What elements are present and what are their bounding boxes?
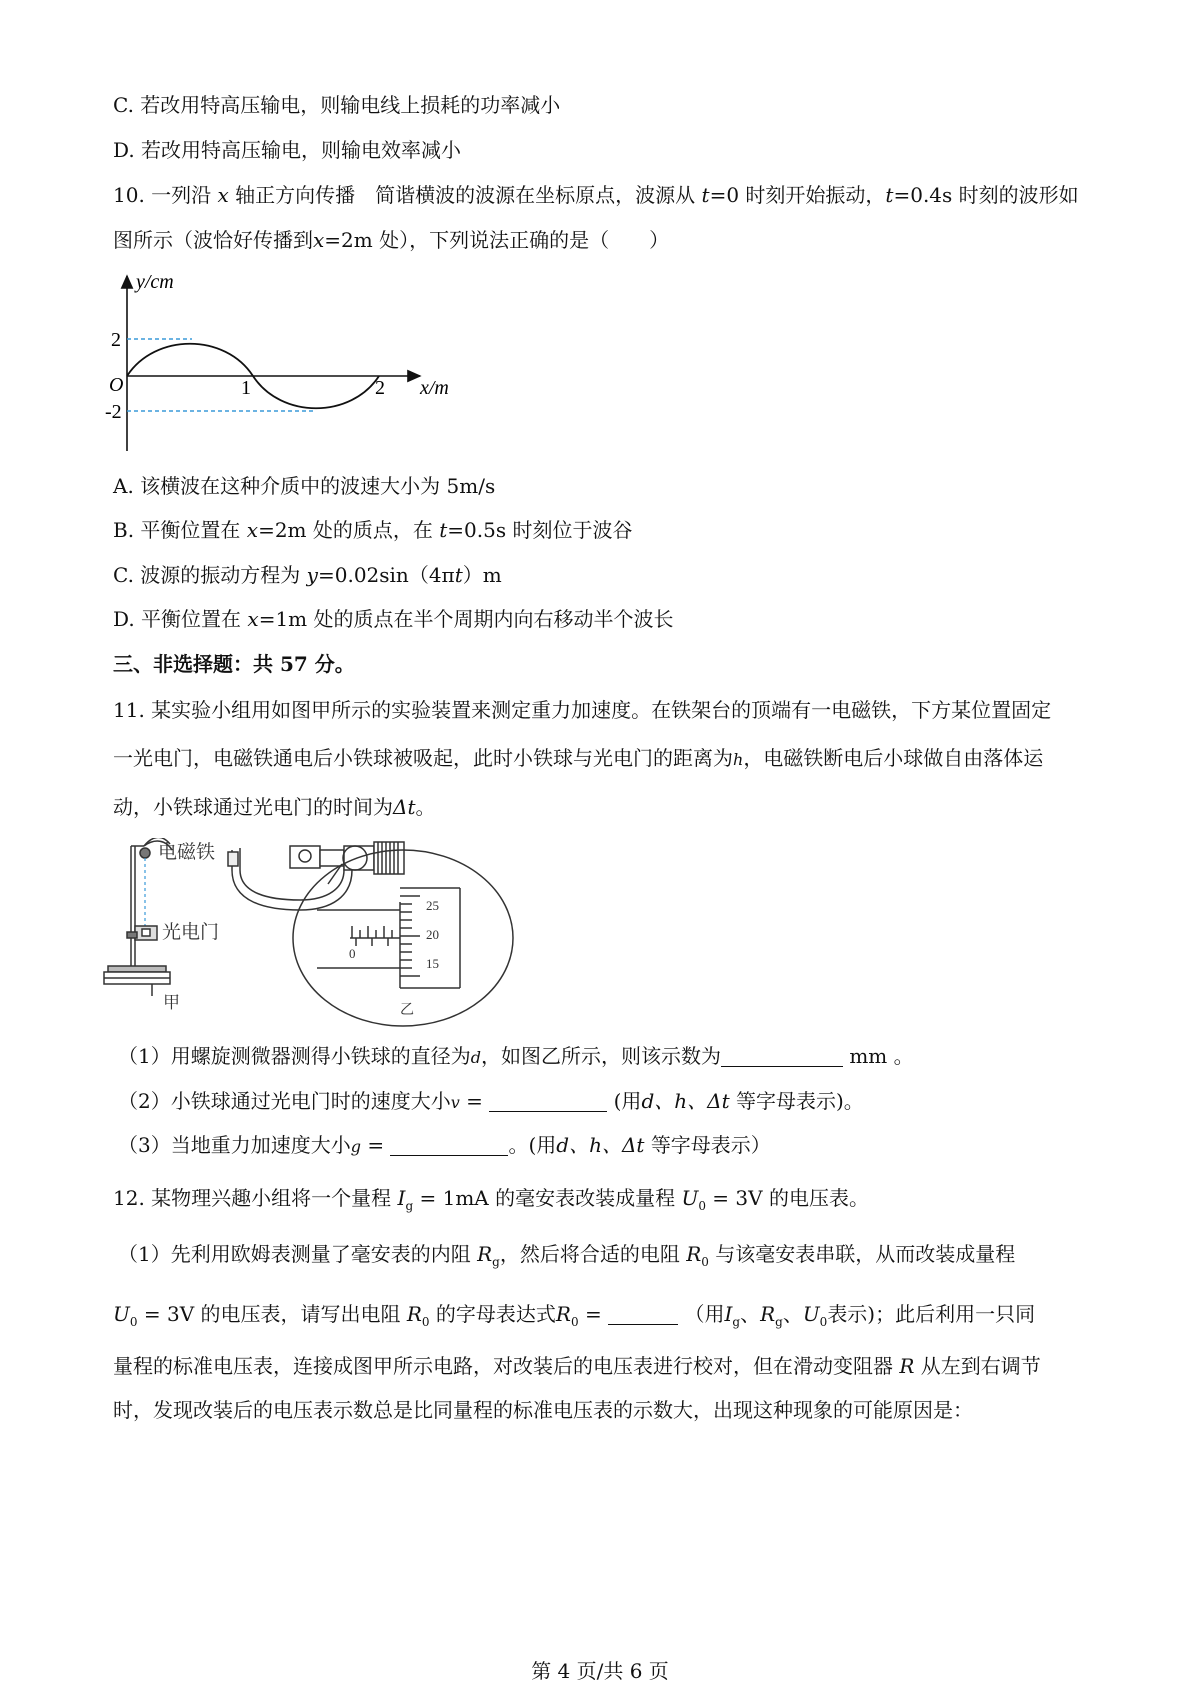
answer-blank-1[interactable] bbox=[721, 1044, 843, 1067]
x-tick-2: 2 bbox=[375, 377, 385, 399]
magnet-label: 电磁铁 bbox=[158, 842, 216, 863]
q12-part1-line1: （1）先利用欧姆表测量了毫安表的内阻 $R_g$，然后将合适的电阻 $R_0$ 与该毫安表串联，从而改装成量程 bbox=[118, 1242, 1016, 1269]
x-tick-1: 1 bbox=[241, 377, 251, 399]
y-tick-minus2: -2 bbox=[105, 401, 122, 423]
micrometer bbox=[228, 842, 513, 1026]
origin-label: O bbox=[109, 374, 124, 396]
section-title: 三、非选择题：共 57 分。 bbox=[113, 652, 355, 676]
q9-option-d: D. 若改用特高压输电，则输电效率减小 bbox=[113, 138, 462, 162]
q10-stem-line1: 10. 一列沿 x 轴正方向传播 简谐横波的波源在坐标原点，波源从 t=0 时刻开始振动，t=0.4s 时刻的波形如 bbox=[113, 183, 1079, 207]
thimble-tick-20: 20 bbox=[426, 927, 439, 942]
q10-option-c: C. 波源的振动方程为 y=0.02sin（4πt）m bbox=[113, 563, 502, 587]
q11-stem-line3: 动，小铁球通过光电门的时间为Δt。 bbox=[113, 795, 436, 819]
q11-part3: （3）当地重力加速度大小g = 。(用d、h、Δt 等字母表示） bbox=[118, 1133, 771, 1157]
q10-option-b: B. 平衡位置在 x=2m 处的质点，在 t=0.5s 时刻位于波谷 bbox=[113, 518, 633, 542]
answer-blank-4[interactable] bbox=[608, 1302, 678, 1325]
q10-option-d: D. 平衡位置在 x=1m 处的质点在半个周期内向右移动半个波长 bbox=[113, 607, 674, 631]
q12-part1-line2: $U_0 = 3V$ 的电压表，请写出电阻 $R_0$ 的字母表达式$R_0$ = （用$I_g$、$R_g$、$U_0$表示)；此后利用一只同 bbox=[113, 1302, 1036, 1329]
q12-stem: 12. 某物理兴趣小组将一个量程 $I_g = 1mA$ 的毫安表改装成量程 $U_0 = 3V$ 的电压表。 bbox=[113, 1186, 869, 1213]
gate-label: 光电门 bbox=[162, 922, 220, 943]
thimble-tick-25: 25 bbox=[426, 898, 439, 913]
caption-jia: 甲 bbox=[163, 993, 180, 1012]
q12-part1-line4: 时，发现改装后的电压表示数总是比同量程的标准电压表的示数大，出现这种现象的可能原因是： bbox=[113, 1398, 973, 1422]
y-axis-label: y/cm bbox=[136, 271, 174, 293]
q10-option-a: A. 该横波在这种介质中的波速大小为 5m/s bbox=[113, 474, 496, 498]
main-scale-zero: 0 bbox=[349, 946, 356, 961]
wave-graph bbox=[100, 266, 480, 466]
q11-part2: （2）小铁球通过光电门时的速度大小v = (用d、h、Δt 等字母表示)。 bbox=[118, 1089, 864, 1113]
answer-blank-2[interactable] bbox=[489, 1089, 607, 1112]
caption-yi: 乙 bbox=[400, 1003, 414, 1018]
y-tick-2: 2 bbox=[111, 329, 121, 351]
thimble-tick-15: 15 bbox=[426, 956, 439, 971]
q9-option-c: C. 若改用特高压输电，则输电线上损耗的功率减小 bbox=[113, 93, 561, 117]
q11-stem-line1: 11. 某实验小组用如图甲所示的实验装置来测定重力加速度。在铁架台的顶端有一电磁铁，下方某位置固定 bbox=[113, 698, 1052, 722]
q10-stem-line2: 图所示（波恰好传播到x=2m 处），下列说法正确的是（ ） bbox=[113, 228, 670, 252]
x-axis-label: x/m bbox=[420, 377, 449, 399]
q11-part1: （1）用螺旋测微器测得小铁球的直径为d，如图乙所示，则该示数为 mm 。 bbox=[118, 1044, 914, 1068]
page-footer: 第 4 页/共 6 页 bbox=[531, 1659, 669, 1683]
q12-part1-line3: 量程的标准电压表，连接成图甲所示电路，对改装后的电压表进行校对，但在滑动变阻器 R 从左到右调节 bbox=[113, 1354, 1041, 1378]
answer-blank-3[interactable] bbox=[390, 1133, 508, 1156]
q11-stem-line2: 一光电门，电磁铁通电后小铁球被吸起，此时小铁球与光电门的距离为h，电磁铁断电后小球做自由落体运 bbox=[113, 746, 1044, 770]
apparatus-figure bbox=[100, 838, 550, 1038]
